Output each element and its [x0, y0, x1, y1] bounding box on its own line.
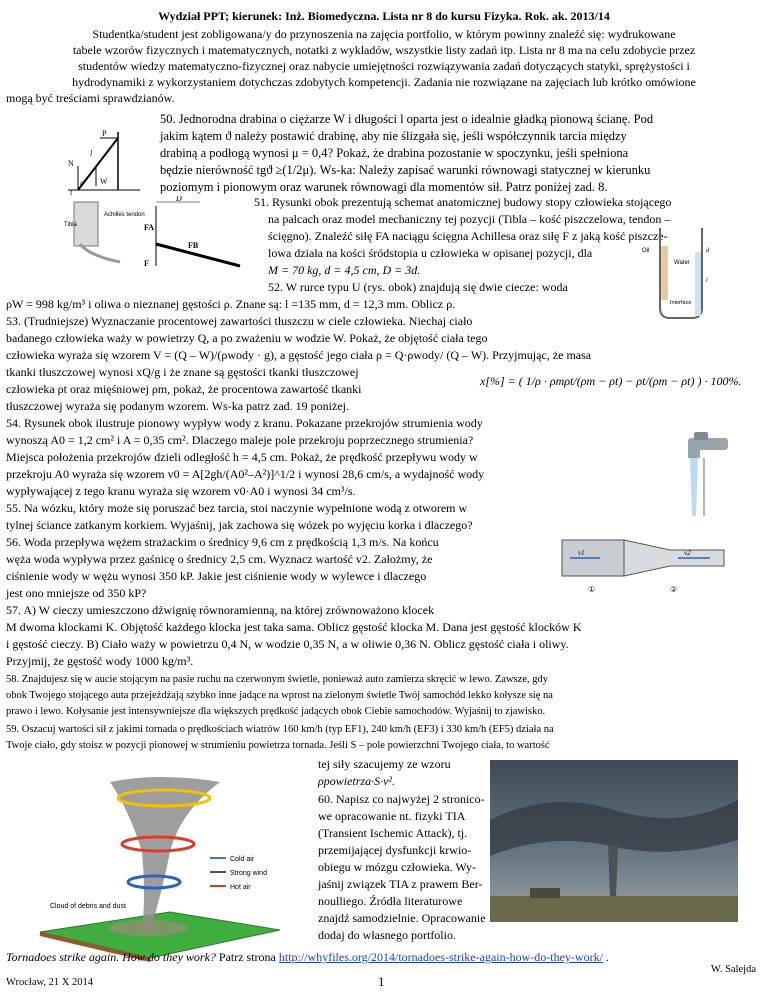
- problem-51-line-3: ścięgno). Znaleźć siłę FA naciągu ścięgna Achillesa oraz siłę F z jaką kość piszcze-: [268, 229, 668, 243]
- utube-label-l: l: [706, 278, 708, 284]
- problem-58-line-3: prawo i lewo. Kołysanie jest intensywniejsze dla większych prędkość jadących obok Ciebie samochodów. Wyjaśnij to zjawisko.: [6, 706, 546, 717]
- tornado-reference: [6, 950, 609, 965]
- problem-60-line-7: noulliego. Źródła literaturowe: [318, 894, 463, 908]
- foot-label-d: D: [176, 196, 182, 203]
- problem-59-line-1: 59. Oszacuj wartości sił z jakimi tornada o prędkościach wiatrów 160 km/h (typ EF1), 240 km/h (EF3) i 330 km/h (EF5) działa na: [6, 724, 554, 735]
- problem-52-line-2: ρW = 998 kg/m³ i oliwa o nieznanej gęstości ρ. Znane są: l =135 mm, d = 12,3 mm. Oblicz ρ.: [6, 297, 456, 311]
- problem-53-line-3: człowieka wyraża się wzorem V = (Q – W)/(ρwody · g), a gęstość jego ciała ρ = Q·ρwody/ (Q – W). Przyjmując, że masa: [6, 348, 592, 362]
- foot-label-f: F: [144, 259, 149, 268]
- problem-56-line-4: jest ono mniejsze od 350 kP?: [6, 586, 147, 600]
- foot-label-fb: FB: [188, 241, 199, 250]
- ladder-label-w: W: [100, 177, 108, 186]
- problem-54-line-1: 54. Rysunek obok ilustruje pionowy wypływ wody z kranu. Pokazane przekrojów strumienia wody: [6, 416, 483, 430]
- problem-54-line-4: przekroju A0 wyraża się wzorem v0 = A[2gh/(A0²–A²)]^1/2 i wynosi 28,6 cm/s, a wydajność wody: [6, 467, 485, 481]
- problem-57-line-1: 57. A) W cieczy umieszczono dźwignię równoramienną, na której zrównoważono klocek: [6, 603, 435, 617]
- problem-52-line-1: 52. W rurce typu U (rys. obok) znajdują się dwie ciecze: woda: [268, 280, 568, 294]
- problem-60-line-8: znajdź samodzielnie. Opracowanie: [318, 911, 486, 925]
- problem-56-line-3: ciśnienie wody w wężu wynosi 350 kP. Jakie jest ciśnienie wody w wylewce i dlaczego: [6, 569, 427, 583]
- problem-60-line-4: przemijającej dysfunkcji krwio-: [318, 843, 472, 857]
- hose-figure: [560, 534, 728, 596]
- problem-50-line-2: jakim kątem ϑ należy postawić drabinę, aby nie ślizgała się, jeśli współczynnik tarcia między: [160, 129, 627, 143]
- problem-53-line-1: 53. (Trudniejsze) Wyznaczanie procentowej zawartości tłuszczu w ciele człowieka. Niechaj ciało: [6, 314, 473, 328]
- utube-label-water: Water: [674, 260, 690, 266]
- patrz-label: Patrz strona: [218, 950, 276, 964]
- tornado-note: Tornadoes strike again. How do they work?: [6, 950, 216, 964]
- problem-54-line-3: Miejsca położenia przekrojów dzieli odległość h = 4,5 cm. Pokaż, że prędkość przepływu wody w: [6, 450, 478, 464]
- url-tail: .: [605, 950, 609, 964]
- hose-label-2: ②: [670, 585, 678, 594]
- foot-label-fa: FA: [144, 223, 155, 232]
- problem-50-line-1: 50. Jednorodna drabina o ciężarze W i długości l oparta jest o idealnie gładką pionową ścianę. Pod: [160, 112, 654, 126]
- hose-label-1: ①: [588, 585, 596, 594]
- tornado-legend-cold-air: Cold air: [230, 856, 255, 863]
- foot-label-tibia: Tibia: [64, 222, 77, 228]
- intro-line-3: studentów wiedzy matematyczno-fizycznej oraz nabycie umiejętności rozwiązywania zadań dotyczących statyki, sprężystości i: [78, 59, 690, 73]
- faucet-figure: [664, 430, 740, 520]
- problem-50-line-4: będzie nierówność tgϑ ≥(1/2μ). Ws-ka: Należy zapisać warunki równowagi statycznej w kierunku: [160, 163, 651, 177]
- hose-label-v2: v2: [684, 549, 691, 557]
- intro-line-5: mogą być treściami sprawdzianów.: [6, 91, 175, 105]
- problem-55-line-2: tylnej ściance zatkanym korkiem. Wyjaśnij, jak zachowa się wózek po wyjęciu korka i dlaczego?: [6, 518, 473, 532]
- ladder-label-p: P: [102, 129, 107, 138]
- problem-56-line-2: węża woda wypływa przez gaśnicę o średnicy 2,5 cm. Wyznacz wartość v2. Założmy, że: [6, 552, 433, 566]
- fat-percentage-formula: x[%] = ( 1/ρ · ρmρt/(ρm − ρt) − ρt/(ρm − ρt) ) · 100%.: [480, 374, 742, 388]
- intro-line-1: Studentka/student jest zobligowana/y do przynoszenia na zajęcia portfolio, w którym powinny znaleźć się: wydrukowane: [92, 27, 676, 41]
- ladder-label-n: N: [68, 159, 74, 168]
- problem-54-line-2: wynoszą A0 = 1,2 cm² i A = 0,35 cm². Dlaczego maleje pole przekroju poprzecznego strumienia?: [6, 433, 474, 447]
- ladder-figure: [60, 128, 148, 196]
- problem-50-line-5: poziomym i pionowym oraz warunek równowagi dla momentów sił. Patrz poniżej zad. 8.: [160, 180, 608, 194]
- tornado-legend-hot-air: Hot air: [230, 884, 251, 891]
- problem-51-line-4: lowa działa na kości śródstopia u człowieka w opisanej pozycji, dla: [268, 246, 593, 260]
- problem-60-line-3: (Transient Ischemic Attack), tj.: [318, 826, 468, 840]
- tornado-legend-strong-wind: Strong wind: [230, 870, 267, 877]
- problem-53-line-2: badanego człowieka waży w powietrzy Q, a po zważeniu w wodzie W. Pokaż, że objętość ciała tego: [6, 331, 488, 345]
- problem-56-line-1: 56. Woda przepływa wężem strażackim o średnicy 9,6 cm z prędkością 1,3 m/s. Na końcu: [6, 535, 439, 549]
- problem-51-line-2: na palcach oraz model mechaniczny tej pozycji (Tibla – kość piszczelowa, tendon –: [268, 212, 671, 226]
- author: W. Salejda: [710, 964, 756, 975]
- problem-60-line-5: obiegu w mózgu człowieka. Wy-: [318, 860, 477, 874]
- problem-51-line-1: 51. Rysunki obok prezentują schemat anatomicznej budowy stopy człowieka stojącego: [254, 195, 672, 209]
- utube-label-interface: Interface: [670, 300, 692, 306]
- problem-54-line-5: wypływającej z tego kranu wyraża się wzorem v0·A0 i wynosi 34 cm³/s.: [6, 484, 356, 498]
- intro-line-2: tabele wzorów fizycznych i matematycznych, notatki z wykładów, wszystkie listy zadań itp. Lista nr 8 ma na celu zdobycie przez: [72, 43, 696, 57]
- intro-line-4: hydrodynamiki z wykorzystaniem dotychczas zdobytych kompetencji. Zadania nie rozwiązane na zajęciach lub krótko omówione: [72, 75, 696, 89]
- problem-60-line-9: dodaj do własnego portfolio.: [318, 928, 456, 942]
- problem-51-line-5: M = 70 kg, d = 4,5 cm, D = 3d.: [268, 263, 421, 277]
- page-title: Wydział PPT; kierunek: Inż. Biomedyczna. Lista nr 8 do kursu Fizyka. Rok. ak. 2013/14: [158, 9, 610, 23]
- problem-60-line-2: we opracowanie nt. fizyki TIA: [318, 809, 466, 823]
- u-tube-figure: [638, 222, 724, 322]
- ladder-label-l: l: [90, 149, 93, 158]
- ladder-label-theta: ϑ: [80, 180, 84, 188]
- problem-59-line-2: Twoje ciało, gdy stoisz w pozycji pionowej w strumieniu powietrza tornada. Jeśli S – pole powierzchni Twojego ciała, to wartość: [6, 740, 550, 751]
- problem-58-line-1: 58. Znajdujesz się w aucie stojącym na pasie ruchu na czerwonym świetle, ponieważ auto zamierza skręcić w lewo. Zawsze, gdy: [6, 674, 548, 685]
- tornado-legend-debris: Cloud of debris and dust: [50, 903, 126, 910]
- problem-53-line-5: człowieka ρt oraz mięśniowej ρm, pokaż, że procentowa zawartość tkanki: [6, 382, 362, 396]
- problem-59-line-3: tej siły szacujemy ze wzoru: [318, 757, 451, 771]
- problem-50-line-3: drabiną a podłogą wynosi μ = 0,4? Pokaż, że drabina pozostanie w spoczynku, jeśli spełniona: [160, 146, 629, 160]
- problem-57-line-4: Przyjmij, że gęstość wody 1000 kg/m³.: [6, 654, 194, 668]
- problem-60-line-6: jaśnij związek TIA z prawem Ber-: [318, 877, 483, 891]
- foot-label-achilles: Achilles tendon: [104, 212, 145, 218]
- storm-photo: [490, 760, 738, 922]
- problem-58-line-2: obok Twojego stojącego auta przejeżdżają szybko inne jadące na wprost na zielonym świetle Twój samochód lekko kołysze się na: [6, 690, 553, 701]
- hose-label-v1: v1: [578, 549, 585, 557]
- tornado-url-link[interactable]: http://whyfiles.org/2014/tornadoes-strike-again-how-do-they-work/: [278, 950, 603, 964]
- utube-label-d: d: [706, 248, 709, 254]
- utube-label-oil: Oil: [642, 248, 650, 254]
- problem-55-line-1: 55. Na wózku, który może się poruszać bez tarcia, stoi naczynie wypełnione wodą z otworem w: [6, 501, 468, 515]
- problem-57-line-3: i gęstość cieczy. B) Ciało waży w powietrzu 0,4 N, w wodzie 0,35 N, a w oliwie 0,36 N. Oblicz gęstość ciała i oliwy.: [6, 637, 569, 651]
- problem-57-line-2: M dwoma klockami K. Objętość każdego klocka jest taka sama. Oblicz gęstość klocka M. Dana jest gęstość klocków K: [6, 620, 582, 634]
- problem-53-line-6: tłuszczowej wyraża się podanym wzorem. Ws-ka patrz zad. 19 poniżej.: [6, 399, 349, 413]
- problem-60-line-1: 60. Napisz co najwyżej 2 stronico-: [318, 792, 485, 806]
- place-date: Wrocław, 21 X 2014: [6, 977, 93, 988]
- problem-59-line-4: ρpowietrza·S·v².: [318, 774, 396, 788]
- page-number: 1: [378, 974, 385, 989]
- foot-figure: [60, 196, 250, 272]
- problem-53-line-4: tkanki tłuszczowej wynosi xQ/g i że znane są gęstości tkanki tłuszczowej: [6, 365, 359, 379]
- tornado-diagram: [30, 772, 292, 962]
- ladder-label-f: f: [70, 189, 73, 196]
